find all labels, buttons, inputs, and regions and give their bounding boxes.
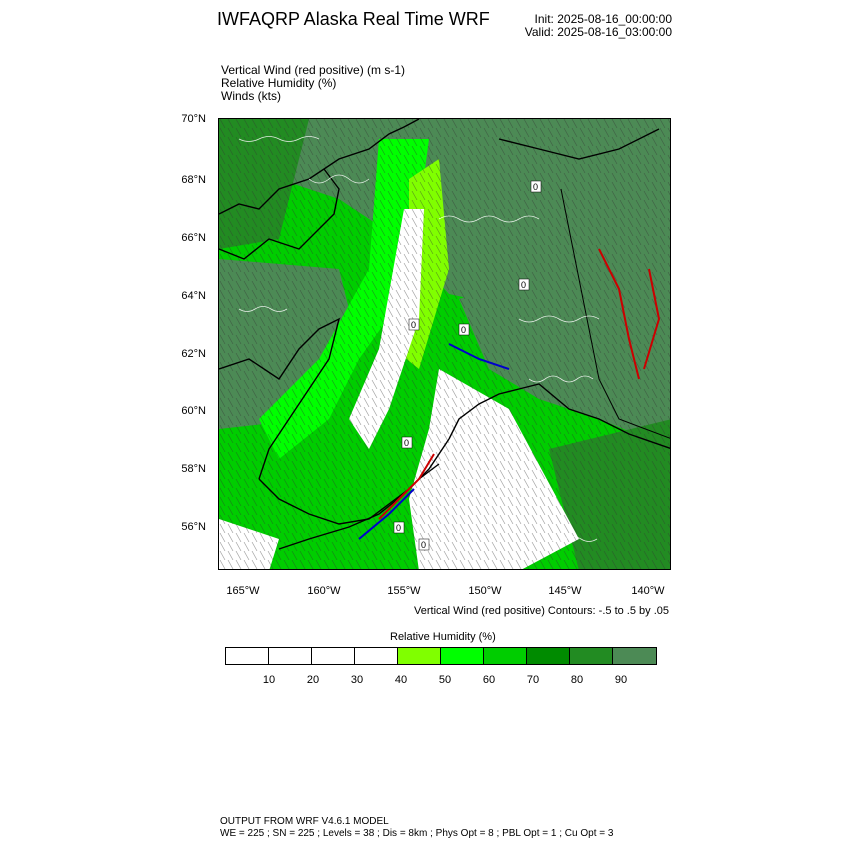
colorbar-box xyxy=(527,648,570,664)
lon-label: 155°W xyxy=(387,585,421,597)
colorbar-tick: 20 xyxy=(306,674,320,686)
contour-note: Vertical Wind (red positive) Contours: -.5 to .5 by .05 xyxy=(414,605,669,617)
lat-label: 66°N xyxy=(181,232,206,244)
valid-time: Valid: 2025-08-16_03:00:00 xyxy=(524,25,672,39)
colorbar-box xyxy=(613,648,656,664)
lon-label: 140°W xyxy=(631,585,665,597)
footer-config: WE = 225 ; SN = 225 ; Levels = 38 ; Dis = 8km ; Phys Opt = 8 ; PBL Opt = 1 ; Cu Opt = 3 xyxy=(220,828,614,839)
colorbar-box xyxy=(570,648,613,664)
contour-label: 0 xyxy=(421,540,427,550)
field-winds: Winds (kts) xyxy=(221,89,281,103)
contour-label: 0 xyxy=(521,280,527,290)
contour-label: 0 xyxy=(396,523,402,533)
field-vertical-wind: Vertical Wind (red positive) (m s-1) xyxy=(221,63,406,77)
lat-label: 68°N xyxy=(181,174,206,186)
lat-label: 60°N xyxy=(181,405,206,417)
colorbar-tick: 80 xyxy=(570,674,584,686)
colorbar-tick: 50 xyxy=(438,674,452,686)
colorbar-box xyxy=(441,648,484,664)
lat-label: 70°N xyxy=(181,113,206,125)
colorbar-box xyxy=(484,648,527,664)
colorbar xyxy=(225,647,657,665)
lon-label: 160°W xyxy=(307,585,341,597)
lon-label: 165°W xyxy=(226,585,260,597)
contour-label: 0 xyxy=(411,320,417,330)
map-canvas xyxy=(219,119,671,570)
colorbar-tick: 60 xyxy=(482,674,496,686)
lat-label: 64°N xyxy=(181,290,206,302)
colorbar-tick: 40 xyxy=(394,674,408,686)
footer-model: OUTPUT FROM WRF V4.6.1 MODEL xyxy=(220,816,389,827)
colorbar-tick: 70 xyxy=(526,674,540,686)
init-time: Init: 2025-08-16_00:00:00 xyxy=(534,12,672,26)
colorbar-tick: 30 xyxy=(350,674,364,686)
contour-label: 0 xyxy=(404,438,410,448)
colorbar-box xyxy=(398,648,441,664)
colorbar-box xyxy=(355,648,398,664)
colorbar-title: Relative Humidity (%) xyxy=(390,631,496,643)
lat-label: 62°N xyxy=(181,348,206,360)
lat-label: 58°N xyxy=(181,463,206,475)
contour-label: 0 xyxy=(533,182,539,192)
map-panel xyxy=(218,118,671,570)
colorbar-box xyxy=(312,648,355,664)
colorbar-box xyxy=(269,648,312,664)
colorbar-tick: 10 xyxy=(262,674,276,686)
field-relative-humidity: Relative Humidity (%) xyxy=(221,76,337,90)
plot-title: IWFAQRP Alaska Real Time WRF xyxy=(217,9,490,29)
contour-label: 0 xyxy=(461,325,467,335)
lat-label: 56°N xyxy=(181,521,206,533)
lon-label: 145°W xyxy=(548,585,582,597)
colorbar-tick: 90 xyxy=(614,674,628,686)
colorbar-box xyxy=(226,648,269,664)
lon-label: 150°W xyxy=(468,585,502,597)
